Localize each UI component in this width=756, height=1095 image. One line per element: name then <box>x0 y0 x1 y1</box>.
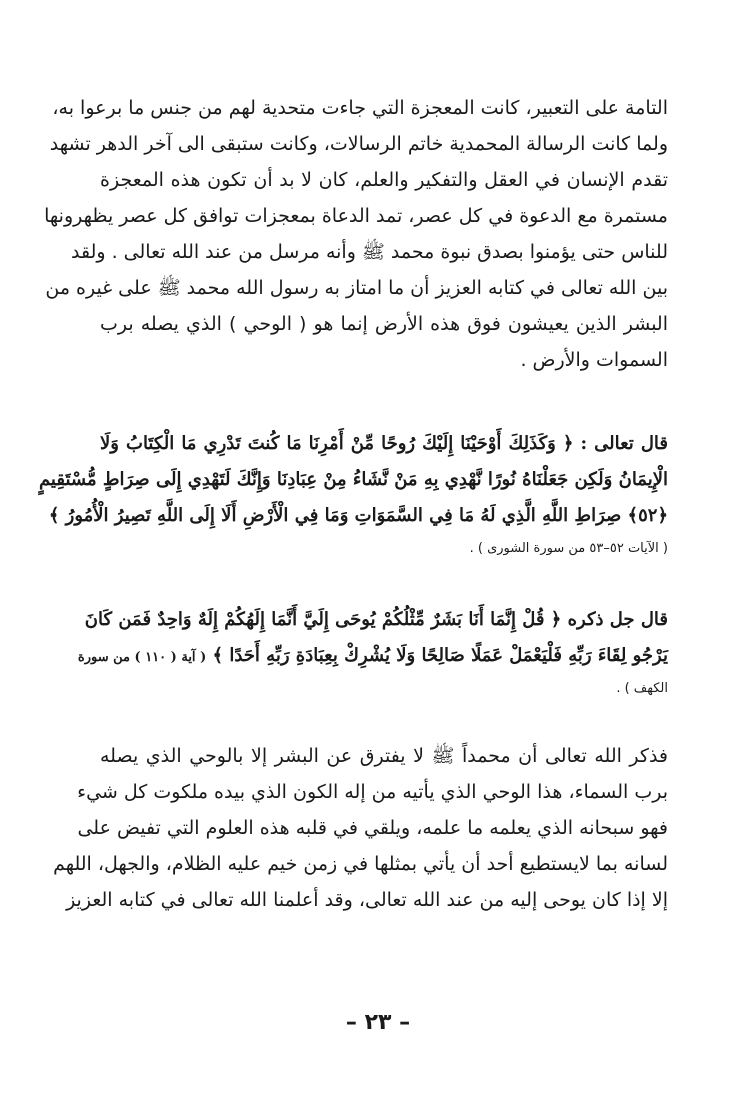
text-line: مستمرة مع الدعوة في كل عصر، تمد الدعاة بمعجزات توافق كل عصر يظهرونها <box>44 205 668 227</box>
text-line: إلا إذا كان يوحى إليه من عند الله تعالى، وقد أعلمنا الله تعالى في كتابه العزيز <box>66 889 668 911</box>
text-line: البشر الذين يعيشون فوق هذه الأرض إنما هو ( الوحي ) الذي يصله برب <box>100 313 668 335</box>
quote-line: الْإِيمَانُ وَلَكِن جَعَلْنَاهُ نُورًا نَّهْدِي بِهِ مَنْ نَّشَاءُ مِنْ عِبَادِنَا وَإِنَّكَ لَتَهْدِي إِلَى صِرَاطٍ مُّسْتَقِيمٍ <box>38 469 668 490</box>
quote-line: ﴿٥٢﴾ صِرَاطِ اللَّهِ الَّذِي لَهُ مَا فِي السَّمَوَاتِ وَمَا فِي الْأَرْضِ أَلَا إِلَى اللَّهِ تَصِيرُ الْأُمُورُ ﴾ <box>48 505 668 526</box>
page-number: – ٢٣ – <box>345 1010 411 1035</box>
quote-reference: ( الآيات ٥٢–٥٣ من سورة الشورى ) . <box>469 541 668 556</box>
quran-quote-2 <box>77 604 668 706</box>
text-line: تقدم الإنسان في العقل والتفكير والعلم، كان لا بد أن تكون هذه المعجزة <box>100 169 668 191</box>
quote-text: يَرْجُو لِقَاءَ رَبِّهِ فَلْيَعْمَلْ عَمَلًا صَالِحًا وَلَا يُشْرِكْ بِعِبَادَةِ رَبِّهِ أَحَدًا ﴾ <box>212 645 668 666</box>
paragraph-2 <box>53 740 668 920</box>
quote-reference: ( آية ( ١١٠ ) من سورة <box>77 650 207 665</box>
text-line: فهو سبحانه الذي يعلمه ما علمه، ويلقي في قلبه هذه العلوم التي تفيض على <box>77 817 668 839</box>
text-line: برب السماء، هذا الوحي الذي يأتيه من إله الكون الذي بيده ملكوت كل شيء <box>77 781 668 803</box>
quote-reference-end: الكهف ) . <box>616 681 668 696</box>
text-line: لسانه بما لايستطيع أحد أن يأتي بمثلها في زمن خيم عليه الظلام، والجهل، اللهم <box>53 853 668 875</box>
quran-quote-1 <box>38 428 668 566</box>
text-line: ولما كانت الرسالة المحمدية خاتم الرسالات، وكانت ستبقى الى آخر الدهر تشهد <box>49 133 668 155</box>
paragraph-1 <box>44 92 668 380</box>
quote-line <box>77 640 668 676</box>
text-line: السموات والأرض . <box>520 349 668 371</box>
text-line: التامة على التعبير، كانت المعجزة التي جاءت متحدية لهم من جنس ما برعوا به، <box>52 97 668 119</box>
quote-line: قال تعالى : ﴿ وَكَذَلِكَ أَوْحَيْنَا إِلَيْكَ رُوحًا مِّنْ أَمْرِنَا مَا كُنتَ تَدْرِي مَا الْكِتَابُ وَلَا <box>100 433 668 454</box>
text-line: فذكر الله تعالى أن محمداً ﷺ لا يفترق عن البشر إلا بالوحي الذي يصله <box>100 745 668 767</box>
text-line: بين الله تعالى في كتابه العزيز أن ما امتاز به رسول الله محمد ﷺ على غيره من <box>45 277 668 299</box>
quote-line: قال جل ذكره ﴿ قُلْ إِنَّمَا أَنَا بَشَرٌ مِّثْلُكُمْ يُوحَى إِلَيَّ أَنَّمَا إِلَهُكُمْ إِلَهٌ وَاحِدٌ فَمَن كَانَ <box>84 609 668 630</box>
text-line: للناس حتى يؤمنوا بصدق نبوة محمد ﷺ وأنه مرسل من عند الله تعالى . ولقد <box>71 241 668 263</box>
